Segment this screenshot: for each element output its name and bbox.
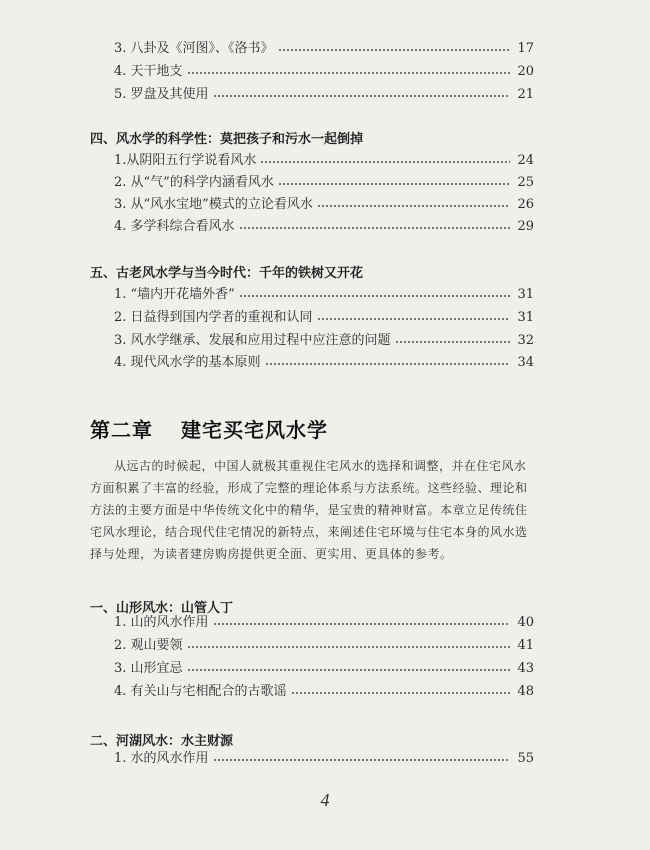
section-heading: 五、古老风水学与当今时代：千年的铁树又开花 — [90, 266, 364, 281]
toc-entry-title: 3. 风水学继承、发展和应用过程中应注意的问题 — [114, 333, 391, 348]
toc-entry-page: 31 — [517, 287, 534, 302]
leader-dots — [239, 226, 510, 232]
toc-entry-title: 1. “墙内开花墙外香” — [114, 287, 235, 302]
chapter-title: 建宅买宅风水学 — [181, 418, 328, 442]
leader-dots — [278, 182, 510, 188]
toc-entry[interactable] — [114, 84, 534, 104]
toc-entry-page: 24 — [517, 153, 534, 168]
toc-entry-title: 4. 现代风水学的基本原则 — [114, 355, 261, 370]
toc-entry-title: 3. 从“风水宝地”模式的立论看风水 — [114, 197, 313, 212]
toc-entry[interactable] — [114, 658, 534, 678]
toc-entry-page: 20 — [517, 64, 534, 79]
section-heading: 四、风水学的科学性：莫把孩子和污水一起倒掉 — [90, 132, 364, 147]
page-number: 4 — [320, 790, 330, 810]
toc-entry[interactable] — [114, 307, 534, 327]
toc-entry-page: 48 — [517, 684, 534, 699]
leader-dots — [213, 758, 510, 764]
leader-dots — [213, 94, 510, 100]
toc-entry[interactable] — [114, 194, 534, 214]
toc-entry-page: 43 — [517, 661, 534, 676]
toc-entry-title: 4. 有关山与宅相配合的古歌谣 — [114, 684, 287, 699]
leader-dots — [317, 317, 510, 323]
toc-entry-page: 34 — [517, 355, 534, 370]
toc-entry[interactable] — [114, 284, 534, 304]
toc-entry-title: 2. 观山要领 — [114, 638, 183, 653]
toc-entry[interactable] — [114, 38, 534, 58]
toc-entry-title: 5. 罗盘及其使用 — [114, 87, 209, 102]
leader-dots — [213, 622, 510, 628]
toc-entry[interactable] — [114, 612, 534, 632]
toc-entry-title: 1. 山的风水作用 — [114, 615, 209, 630]
toc-entry[interactable] — [114, 681, 534, 701]
toc-entry-title: 3. 八卦及《河图》、《洛书》 — [114, 41, 274, 56]
section-heading: 一、山形风水：山管人丁 — [90, 601, 234, 616]
toc-entry-title: 4. 多学科综合看风水 — [114, 219, 235, 234]
leader-dots — [187, 645, 510, 651]
toc-entry-title: 3. 山形宜忌 — [114, 661, 183, 676]
toc-entry-page: 40 — [517, 615, 534, 630]
section-heading: 二、河湖风水：水主财源 — [90, 734, 234, 749]
toc-entry-title: 1.从阴阳五行学说看风水 — [114, 153, 257, 168]
toc-entry-page: 25 — [517, 175, 534, 190]
toc-entry-title: 1. 水的风水作用 — [114, 751, 209, 766]
toc-entry-page: 26 — [517, 197, 534, 212]
toc-entry-page: 31 — [517, 310, 534, 325]
leader-dots — [239, 294, 510, 300]
leader-dots — [265, 362, 510, 368]
leader-dots — [291, 691, 510, 697]
toc-entry[interactable] — [114, 352, 534, 372]
toc-entry[interactable] — [114, 172, 534, 192]
leader-dots — [317, 204, 510, 210]
leader-dots — [395, 340, 510, 346]
toc-entry[interactable] — [114, 748, 534, 768]
toc-entry[interactable] — [114, 635, 534, 655]
toc-entry[interactable] — [114, 150, 534, 170]
toc-entry-title: 4. 天干地支 — [114, 64, 183, 79]
leader-dots — [187, 668, 510, 674]
toc-entry-page: 41 — [517, 638, 534, 653]
toc-entry-title: 2. 日益得到国内学者的重视和认同 — [114, 310, 313, 325]
chapter-number: 第二章 — [90, 418, 153, 442]
toc-entry-page: 55 — [517, 751, 534, 766]
toc-entry-page: 29 — [517, 219, 534, 234]
toc-entry-page: 32 — [517, 333, 534, 348]
toc-entry-page: 17 — [517, 41, 534, 56]
leader-dots — [260, 160, 510, 166]
toc-entry-page: 21 — [517, 87, 534, 102]
leader-dots — [278, 48, 510, 54]
toc-entry[interactable] — [114, 61, 534, 81]
chapter-intro-paragraph: 从远古的时候起，中国人就极其重视住宅风水的选择和调整，并在住宅风水方面积累了丰富的经验，形成了完整的理论体系与方法系统。这些经验、理论和方法的主要方面是中华传统文化中的精华，是宝贵的精神财富。本章立足传统住宅风水理论，结合现代住宅情况的新特点，来阐述住宅环境与住宅本身的风水选择与处理，为读者建房购房提供更全面、更实用、更具体的参考。 — [90, 459, 528, 561]
toc-entry[interactable] — [114, 216, 534, 236]
leader-dots — [187, 71, 510, 77]
chapter-heading — [90, 414, 328, 443]
toc-entry[interactable] — [114, 330, 534, 350]
toc-entry-title: 2. 从“气”的科学内涵看风水 — [114, 175, 274, 190]
